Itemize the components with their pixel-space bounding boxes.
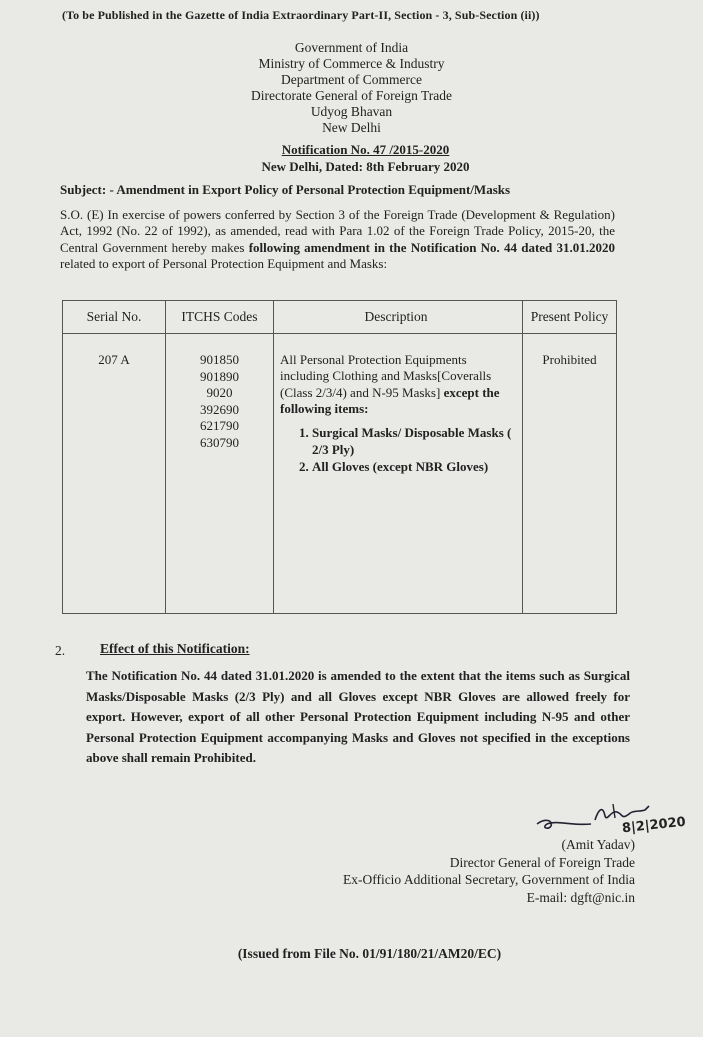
itchs-code: 630790: [200, 434, 239, 450]
header-line: Directorate General of Foreign Trade: [251, 88, 452, 103]
cell-serial: 207 A: [63, 334, 166, 614]
header-serial-no: Serial No.: [63, 301, 166, 334]
signatory-name: (Amit Yadav): [561, 837, 635, 852]
exception-item: 2. All Gloves (except NBR Gloves): [312, 459, 512, 476]
signatory-email: E-mail: dgft@nic.in: [526, 889, 635, 905]
table-row: [63, 334, 617, 614]
header-line: Department of Commerce: [281, 72, 422, 87]
header-line: Ministry of Commerce & Industry: [258, 56, 445, 71]
table-header-row: [63, 301, 617, 334]
description-bold-text: except the following items:: [280, 384, 500, 416]
header-itchs-codes: ITCHS Codes: [166, 301, 274, 334]
header-line: New Delhi: [322, 120, 381, 135]
intro-bold-text: following amendment in the Notification No. 44 dated 31.01.2020: [248, 239, 615, 255]
header-line: Government of India: [294, 40, 409, 55]
notification-number: Notification No. 47 /2015-2020: [281, 142, 450, 157]
itchs-code: 9020: [206, 385, 233, 400]
itchs-code: 901850: [200, 352, 239, 367]
signatory-designation: Director General of Foreign Trade: [449, 854, 635, 870]
cell-codes: [166, 334, 274, 614]
signature-block: [343, 836, 635, 906]
document-header: [0, 40, 703, 175]
itchs-code: 621790: [200, 418, 239, 433]
section-2-number: 2.: [55, 643, 66, 658]
gazette-publication-note: (To be Published in the Gazette of India Extraordinary Part-II, Section - 3, Sub-Section (ii)): [62, 8, 540, 22]
header-description: Description: [274, 301, 523, 334]
exceptions-list: [280, 425, 512, 476]
itchs-code: 901890: [200, 368, 239, 384]
issued-from-file: (Issued from File No. 01/91/180/21/AM20/EC): [237, 946, 502, 961]
section-2-body: The Notification No. 44 dated 31.01.2020 is amended to the extent that the items such as Surgical Masks/Disposable Masks (2/3 Ply) and all Gloves except NBR Gloves are allowed freely for export. However, export of all other Personal Protection Equipment including N-95 and other Personal Protection Equipment accompanying Masks and Gloves not specified in the exceptions above shall remain Prohibited.: [86, 668, 630, 765]
itchs-code: 392690: [200, 401, 239, 417]
subject-line: Subject: - Amendment in Export Policy of Personal Protection Equipment/Masks: [60, 182, 511, 197]
intro-text: S.O. (E) In exercise of powers conferred by Section 3 of the Foreign Trade (Development & Regulation) Act, 1992 (No. 22 of 1992), as amended, read with Para 1.02 of the Foreign Trade Policy, 2015-20, the Central Government hereby makes: [60, 207, 615, 255]
cell-description: [274, 334, 523, 614]
description-text: All Personal Protection Equipments including Clothing and Masks[Coveralls (Class 2/3/4) and N-95 Masks]: [280, 352, 492, 400]
intro-paragraph: [60, 207, 615, 273]
section-2-title: Effect of this Notification:: [100, 641, 250, 656]
header-present-policy: Present Policy: [523, 301, 617, 334]
notification-date: New Delhi, Dated: 8th February 2020: [261, 159, 470, 174]
intro-text-end: related to export of Personal Protection Equipment and Masks:: [60, 256, 388, 272]
header-line: Udyog Bhavan: [310, 104, 393, 119]
handwritten-date: 8|2|2020: [621, 814, 687, 837]
exception-item: 1. Surgical Masks/ Disposable Masks ( 2/3 Ply): [312, 425, 512, 458]
cell-policy: Prohibited: [523, 334, 617, 614]
signatory-additional-title: Ex-Officio Additional Secretary, Government of India: [342, 872, 635, 887]
policy-table: [62, 300, 617, 614]
